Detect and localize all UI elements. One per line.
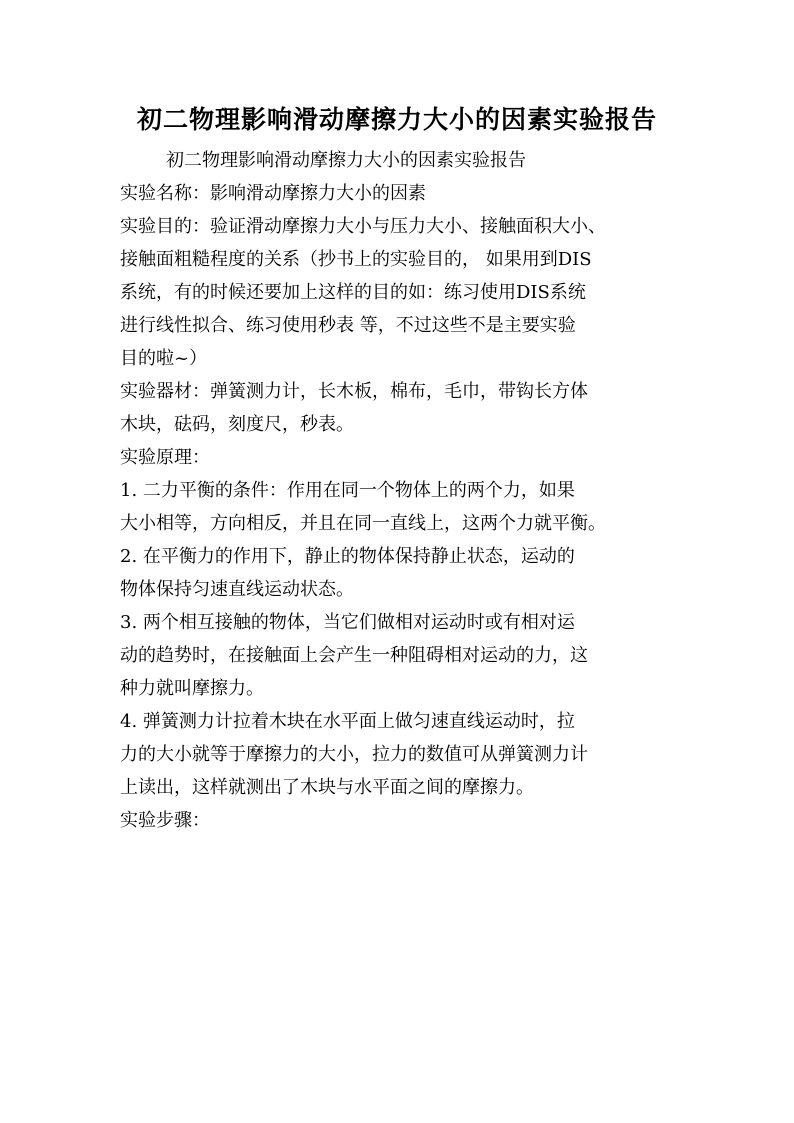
subtitle-line: 初二物理影响滑动摩擦力大小的因素实验报告 — [166, 150, 526, 171]
text-line: 4. 弹簧测力计拉着木块在水平面上做匀速直线运动时，拉 — [120, 711, 575, 732]
text-line: 力的大小就等于摩擦力的大小，拉力的数值可从弹簧测力计 — [120, 744, 588, 765]
document-body — [120, 144, 680, 837]
text-line: 物体保持匀速直线运动状态。 — [120, 579, 354, 600]
text-line: 2. 在平衡力的作用下，静止的物体保持静止状态，运动的 — [120, 546, 575, 567]
section-heading: 实验原理： — [120, 447, 210, 468]
text-line: 进行线性拟合、练习使用秒表 等，不过这些不是主要实验 — [120, 315, 576, 336]
text-line: 实验目的：验证滑动摩擦力大小与压力大小、接触面积大小、 — [120, 216, 606, 237]
text-line: 上读出，这样就测出了木块与水平面之间的摩擦力。 — [120, 777, 534, 798]
text-line: 接触面粗糙程度的关系（抄书上的实验目的， 如果用到DIS — [120, 249, 592, 270]
text-line: 1. 二力平衡的条件：作用在同一个物体上的两个力，如果 — [120, 480, 575, 501]
text-line: 3. 两个相互接触的物体，当它们做相对运动时或有相对运 — [120, 612, 575, 633]
text-line: 系统，有的时候还要加上这样的目的如：练习使用DIS系统 — [120, 282, 586, 303]
section-heading: 实验步骤： — [120, 810, 210, 831]
text-line: 大小相等，方向相反，并且在同一直线上，这两个力就平衡。 — [120, 513, 606, 534]
text-line: 实验器材：弹簧测力计，长木板，棉布，毛巾，带钩长方体 — [120, 381, 588, 402]
document-title: 初二物理影响滑动摩擦力大小的因素实验报告 — [136, 105, 657, 134]
text-line: 动的趋势时，在接触面上会产生一种阻碍相对运动的力，这 — [120, 645, 588, 666]
text-line: 种力就叫摩擦力。 — [120, 678, 264, 699]
experiment-name: 实验名称：影响滑动摩擦力大小的因素 — [120, 183, 426, 204]
text-line: 木块，砝码，刻度尺，秒表。 — [120, 414, 354, 435]
text-line: 目的啦~） — [120, 348, 208, 369]
